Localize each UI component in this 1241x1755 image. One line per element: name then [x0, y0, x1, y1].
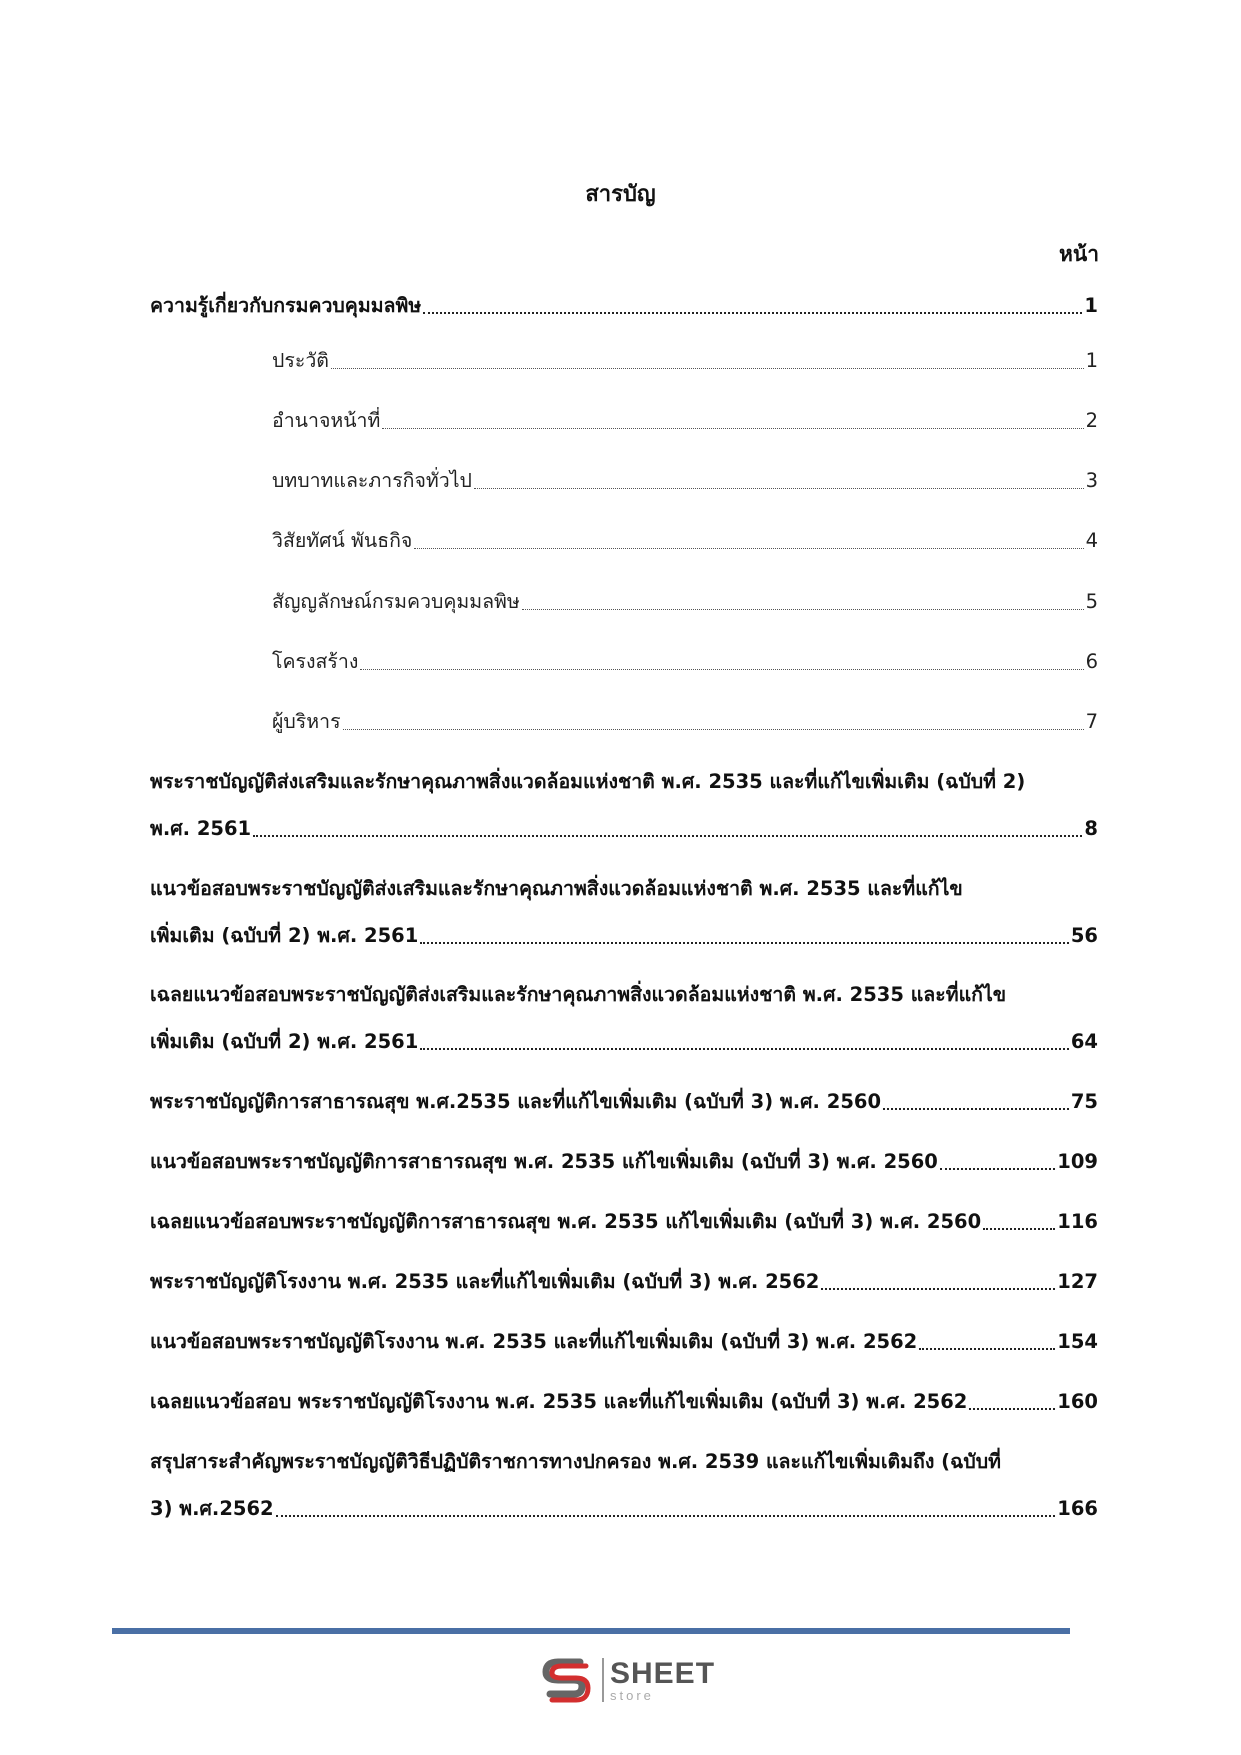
- toc-entry[interactable]: [150, 815, 1098, 843]
- logo-brand-sub: store: [610, 1687, 654, 1703]
- dot-leader: [253, 834, 1082, 837]
- toc-subentry[interactable]: [272, 347, 1098, 375]
- toc-entry-label: เพิ่มเติม (ฉบับที่ 2) พ.ศ. 2561: [150, 924, 419, 947]
- toc-entry-page: 154: [1057, 1330, 1098, 1353]
- dot-leader: [423, 311, 1082, 314]
- dot-leader: [343, 728, 1084, 730]
- toc-entry-label: พระราชบัญญัติโรงงาน พ.ศ. 2535 และที่แก้ไขเพิ่มเติม (ฉบับที่ 3) พ.ศ. 2562: [150, 1270, 820, 1293]
- toc-entry-page: 160: [1057, 1390, 1098, 1413]
- toc-entry[interactable]: [150, 1088, 1098, 1116]
- toc-subentry-page: 1: [1085, 349, 1098, 372]
- toc-entry-label: เพิ่มเติม (ฉบับที่ 2) พ.ศ. 2561: [150, 1030, 419, 1053]
- toc-subentry-label: วิสัยทัศน์ พันธกิจ: [272, 529, 413, 552]
- toc-subentry-page: 4: [1085, 529, 1098, 552]
- toc-entry-label: ความรู้เกี่ยวกับกรมควบคุมมลพิษ: [150, 294, 422, 317]
- dot-leader: [276, 1514, 1056, 1517]
- dot-leader: [414, 547, 1083, 549]
- toc-entry-page: 1: [1084, 294, 1098, 317]
- toc-entry[interactable]: [150, 1148, 1098, 1176]
- toc-entry-label: พระราชบัญญัติการสาธารณสุข พ.ศ.2535 และที่แก้ไขเพิ่มเติม (ฉบับที่ 3) พ.ศ. 2560: [150, 1090, 882, 1113]
- logo-brand-name: SHEET: [610, 1656, 716, 1690]
- toc-entry-page: 8: [1084, 817, 1098, 840]
- toc-entry[interactable]: [150, 922, 1098, 950]
- dot-leader: [420, 941, 1069, 944]
- toc-subentry[interactable]: [272, 708, 1098, 736]
- dot-leader: [382, 427, 1083, 429]
- toc-entry[interactable]: [150, 1495, 1098, 1523]
- toc-entry-page: 56: [1070, 924, 1098, 947]
- sheet-store-logo-icon: [540, 1654, 596, 1706]
- toc-entry-label: เฉลยแนวข้อสอบพระราชบัญญัติการสาธารณสุข พ.ศ. 2535 แก้ไขเพิ่มเติม (ฉบับที่ 3) พ.ศ. 2560: [150, 1210, 982, 1233]
- toc-entry[interactable]: [150, 1328, 1098, 1356]
- toc-entry-page: 75: [1070, 1090, 1098, 1113]
- toc-subentry[interactable]: [272, 588, 1098, 616]
- toc-subentry-page: 3: [1085, 469, 1098, 492]
- dot-leader: [360, 668, 1083, 670]
- toc-subentry-label: บทบาทและภารกิจทั่วไป: [272, 469, 472, 492]
- logo-wordmark: [610, 1656, 716, 1703]
- dot-leader: [420, 1047, 1069, 1050]
- dot-leader: [883, 1107, 1069, 1110]
- toc-subentry-label: ประวัติ: [272, 349, 329, 372]
- toc-subentry-page: 5: [1085, 590, 1098, 613]
- dot-leader: [919, 1347, 1055, 1350]
- toc-entry-page: 127: [1057, 1270, 1098, 1293]
- toc-subentry[interactable]: [272, 407, 1098, 435]
- toc-subentry-label: โครงสร้าง: [272, 650, 359, 673]
- page-column-header: หน้า: [1059, 242, 1099, 266]
- toc-subentry-label: อำนาจหน้าที่: [272, 409, 381, 432]
- toc-subentry-label: ผู้บริหาร: [272, 710, 341, 733]
- logo-separator: [602, 1658, 604, 1702]
- toc-subentry-label: สัญญลักษณ์กรมควบคุมมลพิษ: [272, 590, 520, 613]
- toc-entry-label: แนวข้อสอบพระราชบัญญัติการสาธารณสุข พ.ศ. 2535 แก้ไขเพิ่มเติม (ฉบับที่ 3) พ.ศ. 2560: [150, 1150, 938, 1173]
- page-title: สารบัญ: [585, 182, 656, 207]
- toc-subentry[interactable]: [272, 648, 1098, 676]
- dot-leader: [983, 1227, 1055, 1230]
- toc-subentry-page: 6: [1085, 650, 1098, 673]
- toc-entry[interactable]: [150, 1028, 1098, 1056]
- dot-leader: [969, 1407, 1055, 1410]
- toc-entry-page: 64: [1070, 1030, 1098, 1053]
- toc-entry-label: 3) พ.ศ.2562: [150, 1497, 274, 1520]
- toc-entry-line1[interactable]: พระราชบัญญัติส่งเสริมและรักษาคุณภาพสิ่งแวดล้อมแห่งชาติ พ.ศ. 2535 และที่แก้ไขเพิ่มเติม (ฉบับที่ 2): [150, 770, 1026, 793]
- dot-leader: [940, 1167, 1055, 1170]
- dot-leader: [474, 487, 1084, 489]
- toc-entry-line1[interactable]: แนวข้อสอบพระราชบัญญัติส่งเสริมและรักษาคุณภาพสิ่งแวดล้อมแห่งชาติ พ.ศ. 2535 และที่แก้ไข: [150, 877, 963, 900]
- dot-leader: [331, 367, 1084, 369]
- toc-entry-line1[interactable]: เฉลยแนวข้อสอบพระราชบัญญัติส่งเสริมและรักษาคุณภาพสิ่งแวดล้อมแห่งชาติ พ.ศ. 2535 และที่แก้ไข: [150, 983, 1007, 1006]
- toc-entry-page: 109: [1057, 1150, 1098, 1173]
- toc-entry[interactable]: [150, 1208, 1098, 1236]
- dot-leader: [821, 1287, 1055, 1290]
- toc-subentry[interactable]: [272, 527, 1098, 555]
- footer-divider: [112, 1628, 1070, 1634]
- toc-entry-label: เฉลยแนวข้อสอบ พระราชบัญญัติโรงงาน พ.ศ. 2535 และที่แก้ไขเพิ่มเติม (ฉบับที่ 3) พ.ศ. 2562: [150, 1390, 968, 1413]
- dot-leader: [522, 608, 1084, 610]
- toc-subentry[interactable]: [272, 467, 1098, 495]
- toc-entry[interactable]: [150, 292, 1098, 320]
- toc-entry-line1[interactable]: สรุปสาระสำคัญพระราชบัญญัติวิธีปฏิบัติราชการทางปกครอง พ.ศ. 2539 และแก้ไขเพิ่มเติมถึง (ฉบับที่: [150, 1450, 1001, 1473]
- toc-entry-label: พ.ศ. 2561: [150, 817, 252, 840]
- toc-entry-page: 166: [1057, 1497, 1098, 1520]
- toc-entry-page: 116: [1057, 1210, 1098, 1233]
- toc-entry[interactable]: [150, 1388, 1098, 1416]
- toc-entry[interactable]: [150, 1268, 1098, 1296]
- brand-logo: [540, 1654, 715, 1706]
- toc-entry-label: แนวข้อสอบพระราชบัญญัติโรงงาน พ.ศ. 2535 และที่แก้ไขเพิ่มเติม (ฉบับที่ 3) พ.ศ. 2562: [150, 1330, 918, 1353]
- toc-subentry-page: 7: [1085, 710, 1098, 733]
- toc-subentry-page: 2: [1085, 409, 1098, 432]
